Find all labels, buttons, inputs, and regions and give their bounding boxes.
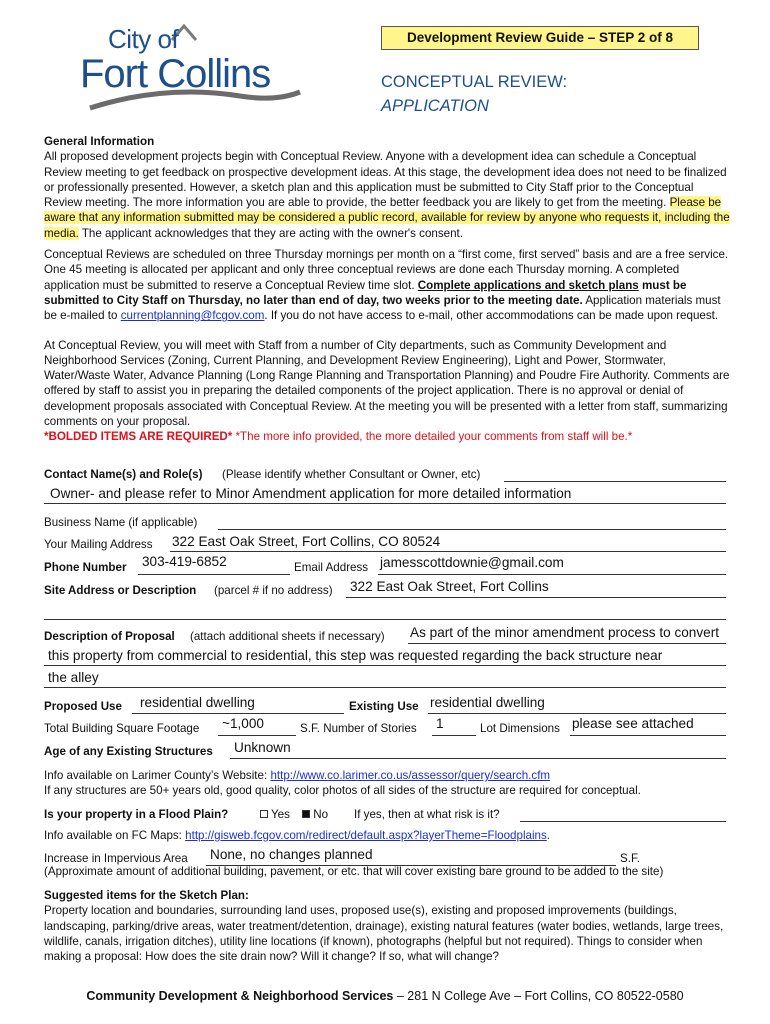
email-link[interactable]: currentplanning@fcgov.com: [120, 309, 265, 323]
site-extra-line[interactable]: [44, 602, 726, 622]
mailing-label: Your Mailing Address: [44, 537, 153, 551]
proposed-use-value[interactable]: residential dwelling: [140, 695, 255, 711]
phone-email-row: [44, 554, 726, 577]
contact-hint: (Please identify whether Consultant or Owner, etc): [222, 467, 481, 481]
business-field[interactable]: [218, 529, 726, 530]
description-row: [44, 626, 726, 646]
stories-label: S.F. Number of Stories: [300, 721, 417, 735]
flood-no-label: No: [313, 807, 329, 821]
p2-text: Conceptual Reviews are scheduled on three Thursday mornings per month on a “first come, first served” basis and are a free service. One 45 meeting is allocated per applicant and only three conceptual reviews are done each Thursday morning. A completed application must be submitted to reserve a Conceptual Review time slot.: [44, 248, 729, 292]
lot-value[interactable]: please see attached: [572, 716, 694, 732]
impervious-unit: S.F.: [620, 851, 640, 865]
flood-yes-option[interactable]: [260, 807, 290, 822]
fcmaps-text: Info available on FC Maps:: [44, 829, 182, 842]
contact-label: Contact Name(s) and Role(s): [44, 467, 203, 481]
larimer-link[interactable]: http://www.co.larimer.co.us/assessor/query/search.cfm: [270, 769, 551, 782]
contact-row: [44, 464, 726, 484]
flood-yes-checkbox[interactable]: [260, 810, 268, 818]
description-value-1[interactable]: As part of the minor amendment process to convert: [410, 625, 720, 641]
consent-text: The applicant acknowledges that they are acting with the owner's consent.: [81, 226, 463, 240]
stories-value[interactable]: 1: [436, 716, 444, 732]
larimer-info: [44, 768, 732, 799]
page-subtitle: APPLICATION: [381, 97, 489, 115]
sqft-label: Total Building Square Footage: [44, 721, 200, 735]
required-note: [44, 429, 732, 444]
description-line-2[interactable]: [44, 648, 726, 668]
general-paragraph-2: [44, 247, 732, 323]
required-bold: *BOLDED ITEMS ARE REQUIRED*: [44, 430, 233, 444]
sketch-heading: Suggested items for the Sketch Plan:: [44, 889, 249, 902]
description-label: Description of Proposal: [44, 629, 175, 643]
site-value[interactable]: 322 East Oak Street, Fort Collins: [350, 579, 549, 595]
flood-risk-field[interactable]: [520, 821, 726, 822]
structures-note: If any structures are 50+ years old, good quality, color photos of all sides of the structure are required for conceptual.: [44, 784, 641, 798]
footer: [0, 988, 770, 1005]
site-label: Site Address or Description: [44, 583, 197, 597]
p1-text: All proposed development projects begin with Conceptual Review. Anyone with a development idea can schedule a Conceptual Review meeting to get feedback on prospective development ideas. At this stage, the development idea does not need to be finalized or professionally presented. However, a sketch plan and this application must be submitted to City Staff prior to the Conceptual Review meeting. The more information you are able to provide, the better feedback you are likely to get from the meeting.: [44, 150, 727, 210]
general-information: [44, 134, 732, 445]
business-row: [44, 512, 726, 532]
proposed-use-label: Proposed Use: [44, 699, 122, 713]
age-value[interactable]: Unknown: [234, 740, 291, 756]
existing-use-label: Existing Use: [349, 699, 419, 713]
sqft-value[interactable]: ~1,000: [222, 716, 264, 732]
fcmaps-info: Info available on FC Maps: http://gisweb.fcgov.com/redirect/default.aspx?layerTheme=Floodplains.: [44, 829, 551, 842]
city-logo: [80, 22, 320, 114]
existing-use-value[interactable]: residential dwelling: [430, 695, 545, 711]
flood-no-checkbox[interactable]: [302, 810, 310, 818]
public-record-notice: Please be aware that any information submitted may be considered a public record, available for review by anyone who requests it, including the media.: [44, 196, 730, 240]
p2-bold: must be submitted to City Staff on Thursday, no later than end of day, two weeks prior to the meeting date.: [44, 278, 687, 307]
business-label: Business Name (if applicable): [44, 515, 198, 529]
description-hint: (attach additional sheets if necessary): [190, 629, 385, 643]
description-value-3[interactable]: the alley: [48, 670, 99, 686]
email-label: Email Address: [294, 560, 369, 574]
required-text: *The more info provided, the more detailed your comments from staff will be.*: [232, 430, 633, 444]
footer-address: – 281 N College Ave – Fort Collins, CO 80522-0580: [393, 989, 684, 1003]
impervious-label: Increase in Impervious Area: [44, 851, 188, 865]
mailing-row: [44, 534, 726, 554]
site-hint: (parcel # if no address): [214, 583, 333, 597]
fcmaps-link[interactable]: http://gisweb.fcgov.com/redirect/default.aspx?layerTheme=Floodplains: [185, 829, 547, 842]
description-value-2[interactable]: this property from commercial to residential, this step was requested regarding the back structure near: [48, 648, 663, 664]
flood-no-option[interactable]: [302, 807, 328, 822]
flood-yes-label: Yes: [271, 807, 290, 821]
logo-line-1: City of: [108, 24, 179, 54]
site-row: [44, 580, 726, 600]
p2-email-intro: Application materials must be e-mailed to: [44, 293, 721, 323]
contact-field[interactable]: [44, 486, 726, 506]
mailing-value[interactable]: 322 East Oak Street, Fort Collins, CO 80524: [172, 534, 441, 550]
impervious-value[interactable]: None, no changes planned: [210, 847, 373, 863]
step-banner: Development Review Guide – STEP 2 of 8: [381, 26, 699, 50]
sketch-section: [44, 888, 732, 964]
phone-value[interactable]: 303-419-6852: [142, 554, 227, 570]
email-value[interactable]: jamesscottdownie@gmail.com: [380, 555, 564, 571]
use-row: [44, 696, 726, 716]
impervious-note: (Approximate amount of additional building, pavement, or etc. that will cover existing bare ground to be added to the site): [44, 865, 664, 878]
phone-label: Phone Number: [44, 560, 127, 574]
general-paragraph-1: [44, 149, 732, 241]
page-title: CONCEPTUAL REVIEW:: [381, 73, 568, 91]
general-paragraph-3: At Conceptual Review, you will meet with Staff from a number of City departments, such as Community Development and Neighborhood Services (Zoning, Current Planning, and Development Review Engineering), Light and Power, Stormwater, Water/Waste Water, Advance Planning (Long Range Planning and Transportation Planning) and Poudre Fire Authority. Comments are offered by staff to assist you in preparing the detailed components of the project application. There is no approval or denial of development proposals associated with Conceptual Review. At the meeting you will be presented with a letter from staff, summarizing comments on your proposal.: [44, 338, 730, 429]
lot-label: Lot Dimensions: [480, 721, 560, 735]
p2-bold-underline: Complete applications and sketch plans: [417, 278, 639, 292]
sqft-row: [44, 718, 726, 738]
description-line-3[interactable]: [44, 670, 726, 690]
age-row: [44, 741, 726, 761]
contact-value[interactable]: Owner- and please refer to Minor Amendment application for more detailed information: [50, 486, 572, 502]
general-heading: General Information: [44, 135, 155, 148]
logo-line-2: Fort Collins: [80, 52, 271, 96]
larimer-text: Info available on Larimer County’s Website:: [44, 769, 268, 782]
footer-org: Community Development & Neighborhood Services: [86, 989, 394, 1003]
sketch-text: Property location and boundaries, surrounding land uses, proposed use(s), existing and proposed improvements (buildings, landscaping, parking/drive areas, water treatment/detention, drainage), existing natural features (water bodies, wetlands, large trees, wildlife, canals, irrigation ditches), utility line locations (if known), photographs (helpful but not required). Things to consider when making a proposal: How does the site drain now? Will it change? If so, what will change?: [44, 904, 724, 964]
age-label: Age of any Existing Structures: [44, 744, 213, 758]
p2-tail: . If you do not have access to e-mail, other accommodations can be made upon request.: [264, 309, 719, 323]
flood-risk-label: If yes, then at what risk is it?: [354, 807, 500, 821]
flood-row: [44, 804, 726, 824]
flood-label: Is your property in a Flood Plain?: [44, 807, 229, 821]
